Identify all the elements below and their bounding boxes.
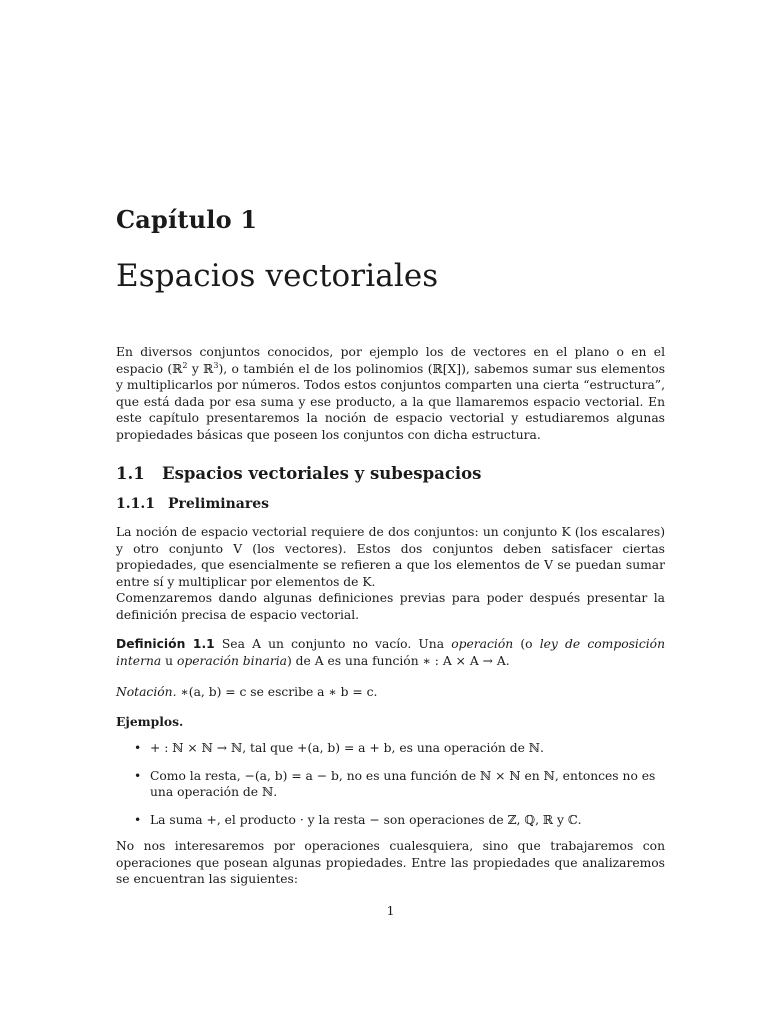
subsection-number: 1.1.1 [116,496,155,512]
intro-sup-2: 3 [213,360,219,370]
closing-paragraph: No nos interesaremos por operaciones cualesquiera, sino que trabajaremos con operaciones que posean algunas propiedades. Entre las propiedades que analizaremos se encuentran las siguientes: [116,839,665,887]
definition-term-binaria: operación binaria [176,653,287,668]
bullet-icon: • [134,768,142,783]
examples-heading: Ejemplos. [116,714,184,729]
definition-term-operacion: operación [451,637,514,651]
definition-label: Definición 1.1 [116,637,215,651]
intro-text-3: ), o también el de los polinomios (ℝ[X]), sabemos sumar sus elementos y multiplicarlos por números. Todos estos conjuntos comparten una cierta “estructura”, que está dada por esa suma y ese producto, a la que llamaremos espacio vectorial. En este capítulo presentaremos la noción de espacio vectorial y estudiaremos algunas propiedades básicas que poseen los conjuntos con dicha estructura. [116,361,665,442]
definition-text-2: (o [513,637,540,651]
list-item [116,740,665,757]
preliminares-block [116,524,665,624]
intro-text-2: y ℝ [187,361,214,376]
list-item [116,812,665,829]
example-text: Como la resta, −(a, b) = a − b, no es una función de ℕ × ℕ en ℕ, entonces no es una operación de ℕ. [150,768,656,800]
subsection-heading [116,496,269,512]
page-number: 1 [386,904,395,918]
definition-text-1: Sea A un conjunto no vacío. Una [214,637,452,651]
preliminares-paragraph-1: La noción de espacio vectorial requiere de dos conjuntos: un conjunto K (los escalares) y otro conjunto V (los vectores). Estos dos conjuntos deben satisfacer ciertas propiedades, que esencialmente se refieren a que los elementos de V se puedan sumar entre sí y multiplicar por elementos de K. [116,525,665,589]
chapter-title: Espacios vectoriales [116,258,439,294]
section-title: Espacios vectoriales y subespacios [162,464,482,483]
preliminares-paragraph-2: Comenzaremos dando algunas definiciones previas para poder después presentar la definición precisa de espacio vectorial. [116,591,665,622]
section-number: 1.1 [116,464,145,483]
notation-paragraph [116,684,665,701]
example-text: La suma +, el producto · y la resta − son operaciones de ℤ, ℚ, ℝ y ℂ. [150,812,582,827]
intro-text-1: En diversos conjuntos conocidos, por ejemplo los de vectores en el plano o en el espacio (ℝ [116,345,665,376]
bullet-icon: • [134,812,142,827]
subsection-title: Preliminares [168,496,269,512]
bullet-icon: • [134,741,142,755]
definition-term-ley: ley de composición interna [116,637,665,668]
definition-text-4: ) de A es una función ∗ : A × A → A. [286,653,510,668]
definition-text-3: u [161,653,177,668]
intro-paragraph [116,344,665,444]
examples-list [116,740,665,839]
notation-label: Notación. [116,685,177,699]
list-item [116,768,665,801]
example-text: + : ℕ × ℕ → ℕ, tal que +(a, b) = a + b, es una operación de ℕ. [150,741,544,755]
document-page [116,0,665,1024]
intro-sup-1: 2 [182,360,188,370]
chapter-label: Capítulo 1 [116,205,258,234]
definition-paragraph [116,636,665,669]
notation-text: ∗(a, b) = c se escribe a ∗ b = c. [176,685,378,699]
section-heading [116,464,481,483]
